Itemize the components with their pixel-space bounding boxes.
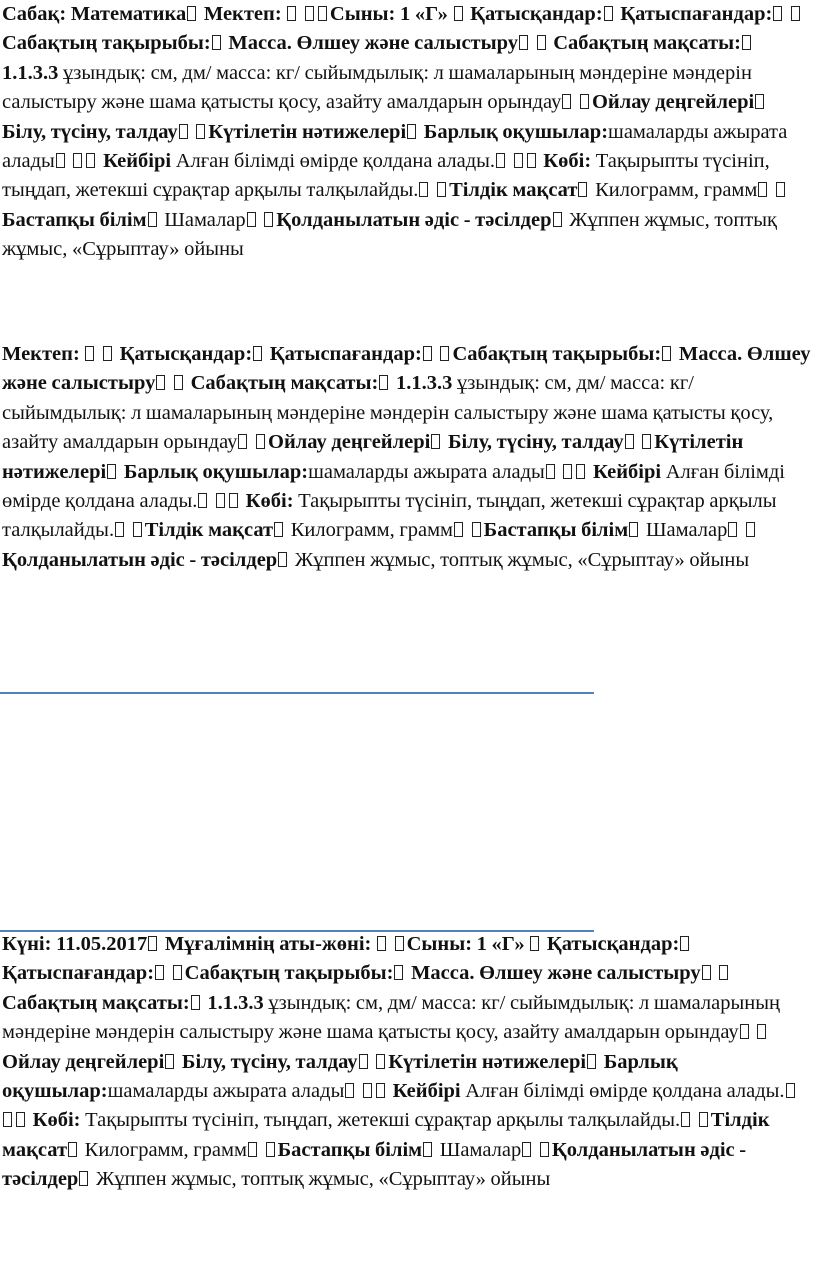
language-goal-text: Килограмм, грамм	[290, 519, 454, 542]
teacher-name-label: Мұғалімнің аты-жөні:	[164, 933, 372, 955]
missing-glyph-icon	[431, 434, 440, 449]
prior-knowledge-label: Бастапқы білім	[483, 519, 629, 542]
language-goal-label: Тілдік мақсат	[449, 179, 578, 202]
missing-glyph-icon	[345, 1083, 354, 1098]
missing-glyph-icon	[274, 522, 283, 537]
missing-glyph-icon	[359, 1054, 368, 1069]
missing-glyph-icon	[776, 182, 785, 197]
some-students-text: Алған білімді өмірде қолдана алады.	[465, 1080, 785, 1103]
levels-value: Білу, түсіну, талдау	[2, 120, 178, 143]
missing-glyph-icon	[786, 1083, 795, 1098]
missing-glyph-icon	[702, 965, 711, 980]
missing-glyph-icon	[376, 1054, 385, 1069]
missing-glyph-icon	[79, 1171, 88, 1186]
missing-glyph-icon	[198, 493, 207, 508]
missing-glyph-icon	[179, 124, 188, 139]
missing-glyph-icon	[562, 94, 571, 109]
missing-glyph-icon	[247, 212, 256, 227]
class-label: Сыны: 1 «Г»	[329, 3, 448, 25]
missing-glyph-icon	[85, 346, 94, 361]
missing-glyph-icon	[746, 522, 755, 537]
missing-glyph-icon	[791, 6, 800, 21]
all-students-label: Барлық оқушылар:	[423, 120, 609, 143]
goal-text: ұзындық: см, дм/ масса: кг/ сыйымдылық: л шамаларының мәндеріне мәндерін салыстыру және шама қатысты қосу, азайту амалдарын орындау	[2, 61, 752, 114]
missing-glyph-icon	[56, 153, 65, 168]
outcomes-label: Күтілетін нәтижелері	[2, 431, 744, 483]
goal-code: 1.1.3.3	[395, 372, 453, 395]
prior-knowledge-label: Бастапқы білім	[2, 208, 147, 231]
missing-glyph-icon	[625, 434, 634, 449]
outcomes-label: Күтілетін нәтижелері	[208, 120, 407, 143]
lesson-plan-block-2	[2, 340, 814, 575]
subject-label: Сабақ:	[2, 3, 67, 25]
missing-glyph-icon	[440, 346, 449, 361]
missing-glyph-icon	[212, 35, 221, 50]
missing-glyph-icon	[514, 153, 523, 168]
topic-label: Сабақтың тақырыбы:	[2, 32, 211, 55]
missing-glyph-icon	[419, 182, 428, 197]
lesson-plan-paragraph	[2, 930, 814, 1195]
missing-glyph-icon	[264, 212, 273, 227]
topic-value: Масса. Өлшеу және салыстыру	[228, 32, 518, 55]
all-students-text: шамаларды ажырата алады	[107, 1080, 345, 1103]
lesson-plan-paragraph	[2, 340, 814, 575]
levels-label: Ойлау деңгейлері	[2, 1050, 165, 1073]
missing-glyph-icon	[580, 94, 589, 109]
methods-text: Жұппен жұмыс, топтық жұмыс, «Сұрыптау» ойыны	[294, 548, 750, 571]
missing-glyph-icon	[238, 434, 247, 449]
language-goal-text: Килограмм, грамм	[595, 179, 758, 202]
prior-knowledge-label: Бастапқы білім	[277, 1138, 423, 1161]
topic-label: Сабақтың тақырыбы:	[184, 962, 394, 985]
goal-code: 1.1.3.3	[2, 61, 59, 84]
goal-label: Сабақтың мақсаты:	[190, 372, 379, 395]
missing-glyph-icon	[642, 434, 651, 449]
missing-glyph-icon	[278, 552, 287, 567]
goal-label: Сабақтың мақсаты:	[2, 991, 190, 1014]
school-label: Мектеп:	[2, 343, 80, 365]
missing-glyph-icon	[107, 464, 116, 479]
most-students-label: Көбі:	[543, 150, 592, 173]
missing-glyph-icon	[148, 936, 157, 951]
language-goal-label: Тілдік мақсат	[144, 519, 274, 542]
missing-glyph-icon	[253, 346, 262, 361]
methods-label: Қолданылатын әдіс - тәсілдер	[2, 548, 278, 571]
absent-label: Қатыспағандар:	[620, 3, 773, 25]
missing-glyph-icon	[148, 212, 157, 227]
missing-glyph-icon	[755, 94, 764, 109]
missing-glyph-icon	[173, 965, 182, 980]
missing-glyph-icon	[522, 1142, 531, 1157]
missing-glyph-icon	[587, 1054, 596, 1069]
missing-glyph-icon	[540, 1142, 549, 1157]
all-students-label: Барлық оқушылар:	[123, 460, 309, 483]
missing-glyph-icon	[379, 375, 388, 390]
missing-glyph-icon	[407, 124, 416, 139]
missing-glyph-icon	[423, 1142, 432, 1157]
missing-glyph-icon	[757, 1024, 766, 1039]
present-label: Қатысқандар:	[119, 343, 253, 365]
missing-glyph-icon	[553, 212, 562, 227]
most-students-text: Тақырыпты түсініп, тыңдап, жетекші сұрақтар арқылы талқылайды.	[2, 150, 770, 202]
some-students-label: Кейбірі	[593, 460, 662, 483]
missing-glyph-icon	[629, 522, 638, 537]
missing-glyph-icon	[576, 464, 585, 479]
missing-glyph-icon	[527, 153, 536, 168]
missing-glyph-icon	[454, 522, 463, 537]
missing-glyph-icon	[681, 1112, 690, 1127]
methods-label: Қолданылатын әдіс - тәсілдер	[276, 208, 552, 231]
missing-glyph-icon	[563, 464, 572, 479]
missing-glyph-icon	[454, 6, 463, 21]
missing-glyph-icon	[196, 124, 205, 139]
school-label: Мектеп:	[203, 3, 282, 25]
missing-glyph-icon	[68, 1142, 77, 1157]
missing-glyph-icon	[394, 965, 403, 980]
missing-glyph-icon	[86, 153, 95, 168]
all-students-label: Барлық оқушылар:	[2, 1050, 678, 1103]
all-students-text: шамаларды ажырата алады	[308, 460, 545, 483]
missing-glyph-icon	[156, 375, 165, 390]
lesson-plan-paragraph	[2, 0, 814, 265]
missing-glyph-icon	[537, 35, 546, 50]
missing-glyph-icon	[266, 1142, 275, 1157]
goal-text: ұзындық: см, дм/ масса: кг/ сыйымдылық: л шамаларының мәндеріне мәндерін салыстыру және шама қатысты қосу, азайту амалдарын орындау	[2, 991, 780, 1044]
some-students-label: Кейбірі	[103, 150, 172, 173]
missing-glyph-icon	[16, 1112, 25, 1127]
lesson-plan-block-3	[2, 930, 814, 1195]
prior-knowledge-text: Шамалар	[645, 519, 728, 542]
topic-value: Масса. Өлшеу және салыстыру	[2, 343, 811, 395]
missing-glyph-icon	[680, 936, 689, 951]
some-students-label: Кейбірі	[392, 1080, 461, 1103]
missing-glyph-icon	[3, 1112, 12, 1127]
missing-glyph-icon	[437, 182, 446, 197]
missing-glyph-icon	[256, 434, 265, 449]
topic-value: Масса. Өлшеу және салыстыру	[411, 962, 701, 985]
missing-glyph-icon	[165, 1054, 174, 1069]
levels-label: Ойлау деңгейлері	[591, 91, 755, 114]
absent-label: Қатыспағандар:	[2, 962, 155, 985]
missing-glyph-icon	[133, 522, 142, 537]
missing-glyph-icon	[742, 35, 751, 50]
missing-glyph-icon	[496, 153, 505, 168]
prior-knowledge-text: Шамалар	[164, 208, 246, 231]
missing-glyph-icon	[662, 346, 671, 361]
absent-label: Қатыспағандар:	[269, 343, 422, 365]
missing-glyph-icon	[604, 6, 613, 21]
some-students-text: Алған білімді өмірде қолдана алады.	[175, 150, 496, 173]
missing-glyph-icon	[73, 153, 82, 168]
date-label: Күні: 11.05.2017	[2, 933, 148, 955]
missing-glyph-icon	[376, 1083, 385, 1098]
missing-glyph-icon	[758, 182, 767, 197]
missing-glyph-icon	[472, 522, 481, 537]
missing-glyph-icon	[530, 936, 539, 951]
most-students-text: Тақырыпты түсініп, тыңдап, жетекші сұрақтар арқылы талқылайды.	[2, 490, 777, 542]
methods-text: Жұппен жұмыс, топтық жұмыс, «Сұрыптау» ойыны	[2, 208, 777, 261]
goal-code: 1.1.3.3	[207, 991, 264, 1014]
missing-glyph-icon	[174, 375, 183, 390]
present-label: Қатысқандар:	[470, 3, 603, 25]
missing-glyph-icon	[728, 522, 737, 537]
missing-glyph-icon	[287, 6, 296, 21]
missing-glyph-icon	[519, 35, 528, 50]
missing-glyph-icon	[191, 995, 200, 1010]
missing-glyph-icon	[216, 493, 225, 508]
missing-glyph-icon	[699, 1112, 708, 1127]
missing-glyph-icon	[578, 182, 587, 197]
most-students-text: Тақырыпты түсініп, тыңдап, жетекші сұрақтар арқылы талқылайды.	[85, 1109, 681, 1132]
most-students-label: Көбі:	[32, 1109, 81, 1132]
missing-glyph-icon	[187, 6, 196, 21]
methods-label: Қолданылатын әдіс - тәсілдер	[2, 1138, 747, 1191]
most-students-label: Көбі:	[245, 490, 294, 513]
lesson-plan-block-1	[2, 0, 814, 265]
topic-label: Сабақтың тақырыбы:	[452, 343, 662, 365]
missing-glyph-icon	[229, 493, 238, 508]
missing-glyph-icon	[103, 346, 112, 361]
missing-glyph-icon	[155, 965, 164, 980]
missing-glyph-icon	[115, 522, 124, 537]
present-label: Қатысқандар:	[546, 933, 680, 955]
missing-glyph-icon	[546, 464, 555, 479]
language-goal-text: Килограмм, грамм	[84, 1138, 247, 1161]
language-goal-label: Тілдік мақсат	[2, 1109, 770, 1161]
goal-text: ұзындық: см, дм/ масса: кг/ сыйымдылық: л шамаларының мәндеріне мәндерін салыстыру және шама қатысты қосу, азайту амалдарын орындау	[2, 372, 774, 454]
missing-glyph-icon	[773, 6, 782, 21]
outcomes-label: Күтілетін нәтижелері	[388, 1050, 587, 1073]
missing-glyph-icon	[423, 346, 432, 361]
class-label: Сыны: 1 «Г»	[406, 933, 525, 955]
missing-glyph-icon	[363, 1083, 372, 1098]
separator-line	[0, 692, 594, 694]
missing-glyph-icon	[740, 1024, 749, 1039]
methods-text: Жұппен жұмыс, топтық жұмыс, «Сұрыптау» ойыны	[95, 1168, 551, 1191]
missing-glyph-icon	[377, 936, 386, 951]
all-students-text: шамаларды ажырата алады	[2, 120, 788, 173]
missing-glyph-icon	[719, 965, 728, 980]
levels-value: Білу, түсіну, талдау	[181, 1050, 358, 1073]
prior-knowledge-text: Шамалар	[439, 1138, 522, 1161]
levels-label: Ойлау деңгейлері	[268, 431, 431, 454]
missing-glyph-icon	[305, 6, 314, 21]
missing-glyph-icon	[248, 1142, 257, 1157]
missing-glyph-icon	[395, 936, 404, 951]
some-students-text: Алған білімді өмірде қолдана алады.	[2, 460, 786, 513]
missing-glyph-icon	[318, 6, 327, 21]
levels-value: Білу, түсіну, талдау	[447, 431, 624, 454]
subject-value: Математика	[70, 3, 187, 25]
goal-label: Сабақтың мақсаты:	[553, 32, 741, 55]
